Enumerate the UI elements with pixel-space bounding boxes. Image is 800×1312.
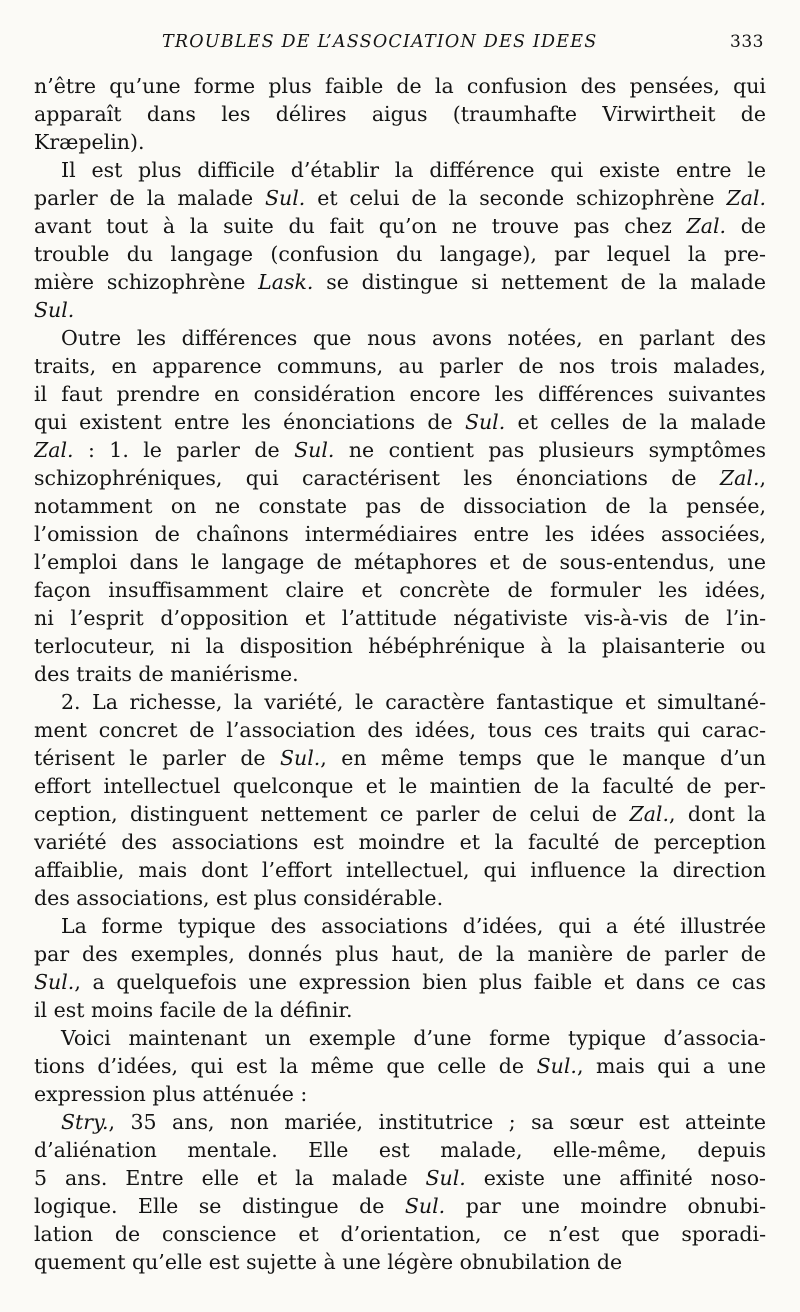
text-line: affaiblie, mais dont l’effort intellectuel, qui influence la direction	[34, 858, 766, 882]
text-line: l’omission de chaînons intermédiaires entre les idées associées,	[34, 522, 766, 546]
text-line: expression plus atténuée :	[34, 1082, 308, 1106]
text-line: Zal. : 1. le parler de Sul. ne contient pas plusieurs symptômes	[34, 438, 766, 462]
text-line: apparaît dans les délires aigus (traumhafte Virwirtheit de	[34, 102, 766, 126]
text-line: variété des associations est moindre et la faculté de perception	[34, 830, 766, 854]
text-line: térisent le parler de Sul., en même temps que le manque d’un	[34, 746, 766, 770]
paragraph	[34, 324, 766, 688]
text-line: par des exemples, donnés plus haut, de la manière de parler de	[34, 942, 766, 966]
text-line: 2. La richesse, la variété, le caractère fantastique et simultané-	[61, 690, 766, 714]
text-line: ment concret de l’association des idées, tous ces traits qui carac-	[34, 718, 766, 742]
text-line: d’aliénation mentale. Elle est malade, elle-même, depuis	[34, 1138, 766, 1162]
text-line: parler de la malade Sul. et celui de la seconde schizophrène Zal.	[34, 186, 766, 210]
text-line: logique. Elle se distingue de Sul. par une moindre obnubi-	[34, 1194, 766, 1218]
text-line: il est moins facile de la définir.	[34, 998, 353, 1022]
text-line: mière schizophrène Lask. se distingue si nettement de la malade	[34, 270, 766, 294]
text-line: façon insuffisamment claire et concrète de formuler les idées,	[34, 578, 766, 602]
text-line: Sul.	[34, 298, 75, 322]
paragraph	[34, 1108, 766, 1276]
text-line: quement qu’elle est sujette à une légère obnubilation de	[34, 1250, 623, 1274]
text-line: lation de conscience et d’orientation, ce n’est que sporadi-	[34, 1222, 766, 1246]
text-line: tions d’idées, qui est la même que celle de Sul., mais qui a une	[34, 1054, 766, 1078]
text-line: Sul., a quelquefois une expression bien plus faible et dans ce cas	[34, 970, 766, 994]
text-line: n’être qu’une forme plus faible de la confusion des pensées, qui	[34, 74, 766, 98]
paragraph	[34, 912, 766, 1024]
text-line: La forme typique des associations d’idées, qui a été illustrée	[61, 914, 766, 938]
paragraph	[34, 688, 766, 912]
text-line: qui existent entre les énonciations de Sul. et celles de la malade	[34, 410, 766, 434]
text-line: Outre les différences que nous avons notées, en parlant des	[61, 326, 766, 350]
paragraph	[34, 156, 766, 324]
paragraph	[34, 1024, 766, 1108]
text-line: Stry., 35 ans, non mariée, institutrice ; sa sœur est atteinte	[61, 1110, 766, 1134]
text-line: trouble du langage (confusion du langage), par lequel la pre-	[34, 242, 766, 266]
paragraph	[34, 72, 766, 156]
text-line: ni l’esprit d’opposition et l’attitude négativiste vis-à-vis de l’in-	[34, 606, 766, 630]
text-line: Il est plus difficile d’établir la différence qui existe entre le	[61, 158, 766, 182]
text-line: l’emploi dans le langage de métaphores et de sous-entendus, une	[34, 550, 766, 574]
text-line: ception, distinguent nettement ce parler de celui de Zal., dont la	[34, 802, 766, 826]
text-line: terlocuteur, ni la disposition hébéphrénique à la plaisanterie ou	[34, 634, 766, 658]
text-line: Kræpelin).	[34, 130, 145, 154]
page-number: 333	[730, 32, 764, 52]
text-line: avant tout à la suite du fait qu’on ne trouve pas chez Zal. de	[34, 214, 766, 238]
text-line: notamment on ne constate pas de dissociation de la pensée,	[34, 494, 766, 518]
text-line: traits, en apparence communs, au parler de nos trois malades,	[34, 354, 766, 378]
text-line: effort intellectuel quelconque et le maintien de la faculté de per-	[34, 774, 766, 798]
text-line: schizophréniques, qui caractérisent les énonciations de Zal.,	[34, 466, 766, 490]
text-line: des traits de maniérisme.	[34, 662, 299, 686]
page-header	[0, 32, 800, 58]
body-text	[34, 72, 766, 1276]
running-title: TROUBLES DE L’ASSOCIATION DES IDEES	[162, 32, 598, 52]
text-line: des associations, est plus considérable.	[34, 886, 444, 910]
text-line: il faut prendre en considération encore les différences suivantes	[34, 382, 766, 406]
text-line: 5 ans. Entre elle et la malade Sul. existe une affinité noso-	[34, 1166, 766, 1190]
text-line: Voici maintenant un exemple d’une forme typique d’associa-	[61, 1026, 766, 1050]
